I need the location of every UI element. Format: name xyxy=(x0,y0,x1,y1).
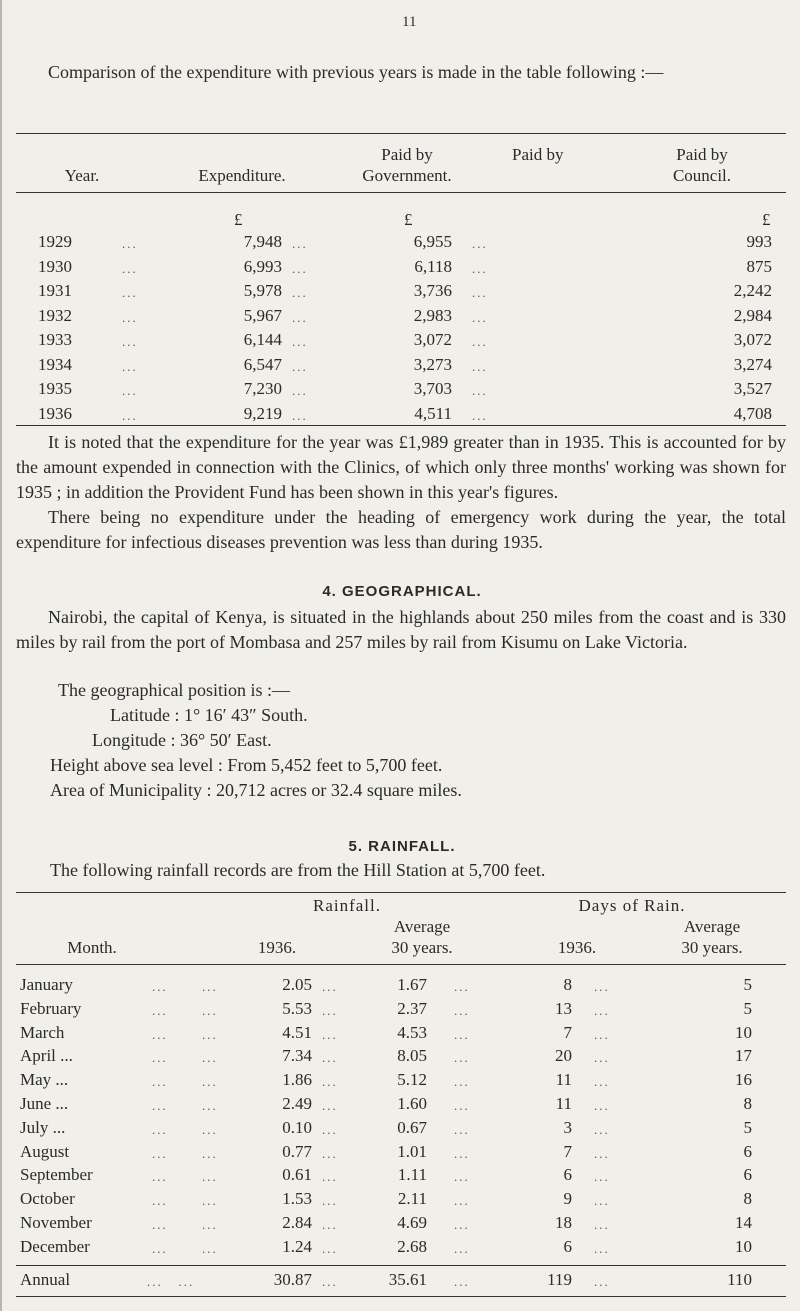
leader-dots: ... xyxy=(322,1274,338,1289)
leader-dots: ... xyxy=(122,236,138,251)
expenditure-cell: 7,230 xyxy=(243,379,282,398)
leader-dots: ... xyxy=(454,1050,470,1066)
expenditure-cell: 6,993 xyxy=(243,256,282,276)
rain-1936-cell: 4.51 xyxy=(282,1022,312,1042)
month-cell: September xyxy=(20,1165,93,1185)
leader-dots: ... xyxy=(152,1050,168,1066)
leader-dots: ... xyxy=(152,1121,168,1137)
leader-dots: ... xyxy=(292,407,308,423)
month-cell: October xyxy=(20,1189,75,1209)
leader-dots: ... xyxy=(472,358,488,374)
leader-dots: ... xyxy=(454,979,470,994)
leader-dots: ... xyxy=(594,1274,610,1289)
rain-avg-cell: 5.12 xyxy=(397,1070,427,1090)
month-cell: May ... xyxy=(20,1070,69,1090)
rain-1936-cell: 2.84 xyxy=(282,1213,312,1232)
rain-avg-cell: 4.53 xyxy=(397,1022,427,1042)
leader-dots: ... xyxy=(202,979,218,994)
leader-dots: ... xyxy=(202,1074,218,1090)
leader-dots: ... xyxy=(202,1121,218,1137)
leader-dots: ... xyxy=(322,1026,338,1042)
leader-dots: ... xyxy=(472,260,488,276)
council-cell: 2,242 xyxy=(733,281,772,300)
leader-dots: ... xyxy=(594,1050,610,1066)
rain-1936-cell: 0.77 xyxy=(282,1141,312,1161)
leader-dots: ... xyxy=(152,979,168,994)
rain-avg-cell: 8.05 xyxy=(397,1046,427,1066)
leader-dots: ... xyxy=(472,334,488,349)
government-cell: 3,273 xyxy=(413,354,452,374)
annual-days-1936: 119 xyxy=(547,1270,572,1289)
header-paid-council-line1: Paid by xyxy=(676,145,728,164)
leader-dots: ... xyxy=(152,1240,168,1256)
leader-dots: ... xyxy=(454,1169,470,1185)
leader-dots: ... xyxy=(472,285,488,300)
year-cell: 1932 xyxy=(38,305,72,325)
rain-1936-cell: 5.53 xyxy=(282,998,312,1018)
leader-dots: ... xyxy=(292,236,308,251)
leader-dots: ... xyxy=(472,236,488,251)
leader-dots: ... xyxy=(122,285,138,300)
rain-header-bottom-rule xyxy=(16,964,786,965)
rain-avg-header-2: 30 years. xyxy=(391,938,453,957)
leader-dots: ... xyxy=(202,1026,218,1042)
government-cell: 6,955 xyxy=(413,232,452,251)
rain-1936-cell: 2.05 xyxy=(282,975,312,994)
days-avg-cell: 14 xyxy=(735,1213,752,1232)
rain-1936-cell: 2.49 xyxy=(282,1094,312,1113)
leader-dots: ... xyxy=(594,979,610,994)
header-paid-gov-2: Government. xyxy=(362,166,452,185)
leader-dots: ... xyxy=(594,1026,610,1042)
leader-dots: ... xyxy=(122,260,138,276)
days-1936-header: 1936. xyxy=(557,938,597,957)
year-cell: 1935 xyxy=(38,379,72,398)
leader-dots: ... xyxy=(454,1193,470,1209)
government-cell: 4,511 xyxy=(414,403,452,423)
rain-avg-cell: 2.11 xyxy=(397,1189,427,1209)
council-cell: 993 xyxy=(746,232,772,251)
currency-council: £ xyxy=(762,210,771,229)
note-paragraph-1: It is noted that the expenditure for the year was £1,989 greater than in 1935. This is accounted for by the amount expended in connection with the Clinics, of which only three months' working was shown for 1935 ; in addition the Provident Fund has been shown in this year's figures. xyxy=(16,432,786,502)
days-1936-cell: 6 xyxy=(563,1236,572,1256)
leader-dots: ... xyxy=(594,1169,610,1185)
leader-dots: ... xyxy=(152,1074,168,1090)
leader-dots: ... xyxy=(322,979,338,994)
days-avg-cell: 17 xyxy=(735,1046,752,1066)
council-cell: 3,527 xyxy=(733,379,772,398)
expenditure-cell: 5,978 xyxy=(243,281,282,300)
longitude-line: Longitude : 36° 50′ East. xyxy=(92,730,272,750)
leader-dots: ... xyxy=(202,1217,218,1232)
rain-avg-cell: 4.69 xyxy=(397,1213,427,1232)
header-year: Year. xyxy=(64,166,100,185)
council-cell: 2,984 xyxy=(733,305,772,325)
month-cell: December xyxy=(20,1236,90,1256)
leader-dots: ... xyxy=(454,1098,470,1113)
leader-dots: ... xyxy=(454,1217,470,1232)
days-1936-cell: 11 xyxy=(555,1070,572,1090)
days-avg-cell: 8 xyxy=(743,1094,752,1113)
year-cell: 1930 xyxy=(38,256,72,276)
government-cell: 3,703 xyxy=(413,379,452,398)
rainfall-heading: 5. RAINFALL. xyxy=(348,838,456,855)
leader-dots: ... xyxy=(152,1193,168,1209)
leader-dots: ... xyxy=(202,1145,218,1161)
note-paragraph-2: There being no expenditure under the heading of emergency work during the year, the total expenditure for infectious diseases prevention was less than during 1935. xyxy=(16,507,786,552)
rain-avg-cell: 1.67 xyxy=(397,975,427,994)
leader-dots: ... xyxy=(152,1098,168,1113)
days-avg-cell: 5 xyxy=(743,998,752,1018)
table-bottom-rule xyxy=(16,425,786,426)
days-1936-cell: 7 xyxy=(563,1022,572,1042)
days-1936-cell: 9 xyxy=(563,1189,572,1209)
leader-dots: ... xyxy=(292,334,308,349)
currency-expenditure: £ xyxy=(234,210,243,229)
days-avg-header-2: 30 years. xyxy=(681,938,743,957)
rainfall-group-header: Rainfall. xyxy=(312,896,381,915)
header-bottom-rule xyxy=(16,192,786,193)
rainfall-intro: The following rainfall records are from the Hill Station at 5,700 feet. xyxy=(50,860,546,880)
rain-annual-top-rule xyxy=(16,1265,786,1266)
leader-dots: ... xyxy=(322,1240,338,1256)
annual-rain-1936: 30.87 xyxy=(273,1270,312,1289)
leader-dots: ... xyxy=(292,260,308,276)
latitude-line: Latitude : 1° 16′ 43″ South. xyxy=(110,705,308,725)
leader-dots: ... xyxy=(472,383,488,398)
rain-1936-cell: 1.53 xyxy=(282,1189,312,1209)
leader-dots: ... xyxy=(472,407,488,423)
leader-dots: ... xyxy=(292,358,308,374)
leader-dots: ... xyxy=(292,285,308,300)
leader-dots: ... xyxy=(594,1217,610,1232)
rain-table-bottom-rule xyxy=(16,1296,786,1297)
month-header: Month. xyxy=(67,938,117,957)
days-1936-cell: 11 xyxy=(555,1094,572,1113)
leader-dots: ... xyxy=(202,1098,218,1113)
rain-avg-cell: 1.60 xyxy=(397,1094,427,1113)
days-avg-header-1: Average xyxy=(683,917,741,936)
leader-dots: ... xyxy=(122,309,138,325)
days-avg-cell: 5 xyxy=(743,1117,752,1137)
leader-dots: ... xyxy=(454,1240,470,1256)
leader-dots: ... xyxy=(152,1169,168,1185)
rain-avg-cell: 2.37 xyxy=(397,998,427,1018)
leader-dots: ... xyxy=(202,1002,218,1018)
month-cell: June ... xyxy=(20,1094,69,1113)
header-expenditure: Expenditure. xyxy=(198,166,286,185)
expenditure-cell: 7,948 xyxy=(243,232,282,251)
days-avg-cell: 10 xyxy=(735,1236,752,1256)
page-number: 11 xyxy=(402,14,417,30)
days-avg-cell: 6 xyxy=(743,1165,752,1185)
leader-dots: ... xyxy=(202,1193,218,1209)
leader-dots: ... xyxy=(322,1002,338,1018)
days-avg-cell: 10 xyxy=(735,1022,752,1042)
rain-1936-cell: 1.86 xyxy=(282,1070,312,1090)
leader-dots: ... xyxy=(152,1217,168,1232)
year-cell: 1934 xyxy=(38,354,72,374)
geo-text: Nairobi, the capital of Kenya, is situated in the highlands about 250 miles from the coast and is 330 miles by rail from the port of Mombasa and 257 miles by rail from Kisumu on Lake Victoria. xyxy=(16,607,786,652)
rain-avg-cell: 2.68 xyxy=(397,1236,427,1256)
council-cell: 875 xyxy=(746,256,772,276)
header-paid-gov-1: Paid by xyxy=(381,145,433,164)
rain-avg-cell: 1.01 xyxy=(397,1141,427,1161)
leader-dots: ... xyxy=(322,1074,338,1090)
expenditure-cell: 6,547 xyxy=(243,354,282,374)
rain-avg-cell: 0.67 xyxy=(397,1117,427,1137)
days-1936-cell: 18 xyxy=(555,1213,572,1232)
leader-dots: ... xyxy=(322,1193,338,1209)
leader-dots: ... xyxy=(594,1121,610,1137)
leader-dots: ... xyxy=(454,1026,470,1042)
leader-dots: ... xyxy=(152,1002,168,1018)
leader-dots: ... xyxy=(472,309,488,325)
leader-dots: ... xyxy=(322,1098,338,1113)
leader-dots: ... xyxy=(454,1145,470,1161)
days-avg-cell: 16 xyxy=(735,1070,752,1090)
days-avg-cell: 6 xyxy=(743,1141,752,1161)
rain-1936-header: 1936. xyxy=(257,938,297,957)
leader-dots: ... xyxy=(202,1169,218,1185)
leader-dots: ... xyxy=(202,1050,218,1066)
rain-avg-cell: 1.11 xyxy=(397,1165,427,1185)
days-1936-cell: 8 xyxy=(563,975,572,994)
intro-text: Comparison of the expenditure with previous years is made in the table following :— xyxy=(48,62,664,82)
days-of-rain-group-header: Days of Rain. xyxy=(578,896,686,915)
area-line: Area of Municipality : 20,712 acres or 32.4 square miles. xyxy=(50,780,462,800)
rain-table-top-rule xyxy=(16,892,786,893)
geo-position-intro: The geographical position is :— xyxy=(58,680,290,700)
month-cell: February xyxy=(20,998,82,1018)
leader-dots: ... xyxy=(152,1145,168,1161)
expenditure-cell: 9,219 xyxy=(243,403,282,423)
annual-days-avg: 110 xyxy=(727,1270,752,1289)
annual-label: Annual xyxy=(20,1270,71,1289)
leader-dots: ... xyxy=(594,1145,610,1161)
geographical-paragraph xyxy=(16,605,786,655)
rain-1936-cell: 0.61 xyxy=(282,1165,312,1185)
year-cell: 1931 xyxy=(38,281,72,300)
leader-dots: ... ... xyxy=(147,1274,195,1289)
leader-dots: ... xyxy=(454,1121,470,1137)
month-cell: April ... xyxy=(20,1046,73,1066)
rain-1936-cell: 7.34 xyxy=(282,1046,312,1066)
geographical-heading: 4. GEOGRAPHICAL. xyxy=(322,583,482,600)
leader-dots: ... xyxy=(152,1026,168,1042)
days-1936-cell: 6 xyxy=(563,1165,572,1185)
leader-dots: ... xyxy=(594,1240,610,1256)
government-cell: 2,983 xyxy=(413,305,452,325)
leader-dots: ... xyxy=(202,1240,218,1256)
days-1936-cell: 13 xyxy=(555,998,572,1018)
year-cell: 1929 xyxy=(38,232,72,251)
leader-dots: ... xyxy=(454,1002,470,1018)
leader-dots: ... xyxy=(292,309,308,325)
leader-dots: ... xyxy=(454,1274,470,1289)
days-avg-cell: 8 xyxy=(743,1189,752,1209)
expenditure-cell: 5,967 xyxy=(243,305,282,325)
leader-dots: ... xyxy=(594,1074,610,1090)
leader-dots: ... xyxy=(292,383,308,398)
rain-avg-header-1: Average xyxy=(393,917,451,936)
leader-dots: ... xyxy=(594,1002,610,1018)
header-paid-council-2: Council. xyxy=(672,166,732,185)
year-cell: 1936 xyxy=(38,403,72,423)
leader-dots: ... xyxy=(594,1098,610,1113)
leader-dots: ... xyxy=(122,334,138,349)
leader-dots: ... xyxy=(322,1050,338,1066)
year-cell: 1933 xyxy=(38,330,72,349)
leader-dots: ... xyxy=(322,1121,338,1137)
leader-dots: ... xyxy=(322,1145,338,1161)
council-cell: 3,274 xyxy=(733,354,772,374)
expenditure-cell: 6,144 xyxy=(243,330,282,349)
government-cell: 3,072 xyxy=(413,330,452,349)
rain-1936-cell: 0.10 xyxy=(282,1117,312,1137)
days-1936-cell: 20 xyxy=(555,1046,572,1066)
height-line: Height above sea level : From 5,452 feet to 5,700 feet. xyxy=(50,755,443,775)
month-cell: January xyxy=(20,975,73,994)
rain-1936-cell: 1.24 xyxy=(282,1236,312,1256)
leader-dots: ... xyxy=(454,1074,470,1090)
government-cell: 3,736 xyxy=(413,281,452,300)
month-cell: March xyxy=(20,1022,65,1042)
month-cell: August xyxy=(20,1141,70,1161)
leader-dots: ... xyxy=(122,407,138,423)
intro-paragraph xyxy=(16,60,786,85)
council-cell: 3,072 xyxy=(733,330,772,349)
leader-dots: ... xyxy=(322,1217,338,1232)
days-avg-cell: 5 xyxy=(743,975,752,994)
annual-rain-avg: 35.61 xyxy=(388,1270,427,1289)
days-1936-cell: 7 xyxy=(563,1141,572,1161)
month-cell: November xyxy=(20,1213,92,1232)
leader-dots: ... xyxy=(122,383,138,398)
leader-dots: ... xyxy=(122,358,138,374)
month-cell: July ... xyxy=(20,1117,66,1137)
header-paid-council-1: Paid by xyxy=(512,145,564,164)
leader-dots: ... xyxy=(594,1193,610,1209)
expenditure-notes xyxy=(16,430,786,555)
table-top-rule xyxy=(16,133,786,134)
days-1936-cell: 3 xyxy=(563,1117,572,1137)
leader-dots: ... xyxy=(322,1169,338,1185)
currency-government: £ xyxy=(404,210,413,229)
government-cell: 6,118 xyxy=(414,256,452,276)
council-cell: 4,708 xyxy=(733,403,772,423)
